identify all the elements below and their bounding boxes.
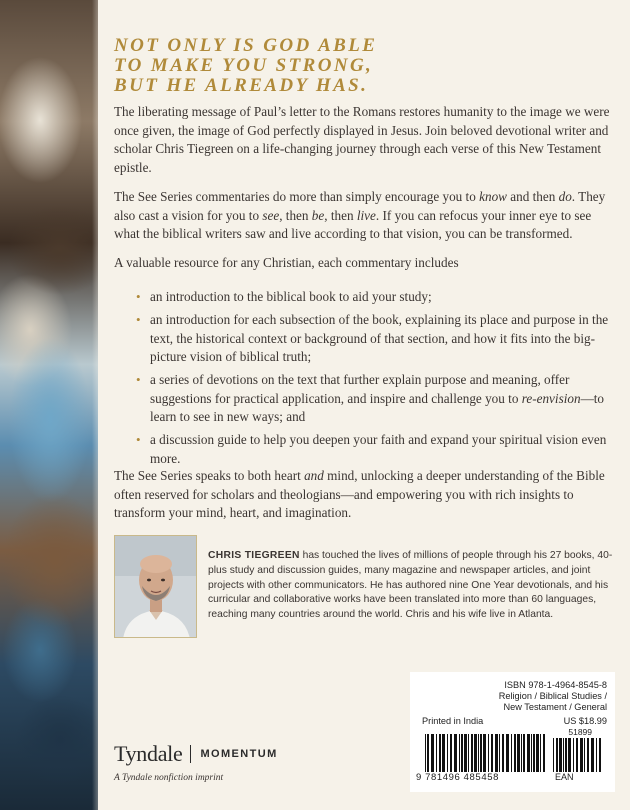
see-series-live: live	[356, 207, 376, 223]
barcode-bar	[502, 734, 504, 772]
price-text: US $18.99	[563, 716, 607, 726]
list-item	[136, 431, 614, 468]
barcode-bar	[511, 734, 512, 772]
see-series-do: do	[558, 189, 572, 204]
barcode-bar	[559, 738, 562, 772]
barcode-bar	[483, 734, 486, 772]
barcode-bar	[536, 734, 539, 772]
bullet-dot-icon: •	[136, 312, 141, 327]
bullet-dot-icon: •	[136, 289, 141, 304]
headline-line-2: TO MAKE YOU STRONG,	[114, 55, 374, 76]
barcode-bar	[543, 734, 545, 772]
barcode-bar	[556, 738, 558, 772]
barcode-panel	[410, 672, 615, 792]
barcode-digits: 9 781496 485458	[416, 772, 499, 783]
barcode-bar	[431, 734, 434, 772]
barcode-bar	[587, 738, 589, 772]
barcode-bar	[599, 738, 601, 772]
publisher-series: MOMENTUM	[200, 748, 278, 760]
barcode-bar	[596, 738, 597, 772]
headline-line-1: NOT ONLY IS GOD ABLE	[114, 35, 378, 56]
barcode-bar	[584, 738, 585, 772]
barcode-bar	[563, 738, 564, 772]
barcode-bar	[568, 738, 571, 772]
cover-art-strip	[0, 0, 98, 810]
barcode-bar	[468, 734, 469, 772]
list-item	[136, 311, 614, 367]
barcode-bar	[499, 734, 500, 772]
intro-paragraph: The liberating message of Paul’s letter to the Romans restores humanity to the image we were once given, the image of God perfectly displayed in Jesus. Join beloved devotional writer and scholar Chris Tiegreen on a life-changing journey through each verse of this New Testament epistle.	[114, 104, 610, 175]
see-series-text-6: . If you can refocus your inner eye to see what the biblical writers saw and live according to that vision, you can be transformed.	[114, 207, 592, 241]
publisher-divider	[190, 745, 191, 763]
bullet-dot-icon: •	[136, 372, 141, 387]
publisher-name: Tyndale	[114, 741, 183, 766]
bullet-emphasis: re-envision	[521, 390, 581, 406]
printed-in-text: Printed in India	[422, 716, 484, 726]
list-item	[136, 288, 614, 307]
closing-and: and	[304, 468, 324, 483]
imprint-line: A Tyndale nonfiction imprint	[114, 773, 224, 783]
barcode-bar	[474, 734, 477, 772]
barcode-bar	[573, 738, 574, 772]
see-series-text-4: , then	[279, 207, 312, 223]
barcode-bar	[580, 738, 583, 772]
barcode-bar	[576, 738, 578, 772]
barcode-bar	[447, 734, 448, 772]
barcode-bar	[461, 734, 463, 772]
barcode-bar	[591, 738, 594, 772]
category-line-1: Religion / Biblical Studies /	[498, 691, 607, 701]
barcode-bar	[540, 734, 541, 772]
bullet-text: an introduction to the biblical book to aid your study;	[150, 289, 432, 304]
barcode-bar	[450, 734, 452, 772]
author-portrait-icon	[115, 536, 197, 638]
see-series-see: see	[262, 207, 280, 223]
barcode-bar	[427, 734, 429, 772]
bullet-text: —to learn to see in new ways; and	[150, 390, 605, 424]
author-name: CHRIS TIEGREEN	[208, 550, 300, 561]
closing-text-1: The See Series speaks to both heart	[114, 468, 305, 483]
price-barcode-icon	[552, 738, 604, 772]
isbn-barcode-icon	[424, 734, 546, 772]
barcode-bar	[478, 734, 479, 772]
barcode-bar	[565, 738, 567, 772]
see-series-know: know	[479, 189, 507, 204]
price-code-text: 51899	[568, 727, 592, 737]
ean-label: EAN	[555, 772, 574, 782]
see-series-text-5: , then	[324, 207, 357, 223]
barcode-bar	[454, 734, 457, 772]
barcode-bar	[523, 734, 525, 772]
see-series-be: be	[311, 207, 325, 223]
barcode-bar	[436, 734, 437, 772]
headline-line-3: BUT HE ALREADY HAS.	[114, 75, 369, 96]
barcode-bar	[425, 734, 426, 772]
barcode-bar	[521, 734, 522, 772]
see-series-text-3: . They also cast a vision for you to	[114, 189, 606, 223]
closing-paragraph	[114, 467, 614, 523]
barcode-bar	[471, 734, 473, 772]
barcode-bar	[442, 734, 445, 772]
barcode-bar	[491, 734, 493, 772]
author-photo	[114, 535, 197, 638]
barcode-bar	[459, 734, 460, 772]
headline	[114, 36, 614, 96]
barcode-bar	[553, 738, 554, 772]
author-bio	[208, 549, 618, 623]
see-series-text-2: and then	[506, 189, 559, 204]
bullet-dot-icon: •	[136, 432, 141, 447]
author-bio-text: has touched the lives of millions of people through his 27 books, 40-plus study and discussion guides, many magazine and newspaper articles, and joint projects with other communicators. He has authored nine One Year devotionals, and his curricular and collaborative works have been translated into more than 60 languages, reaching many countries around the world. Chris and his wife live in Atlanta.	[208, 550, 613, 621]
resource-intro: A valuable resource for any Christian, each commentary includes	[114, 255, 459, 270]
bullet-text: a series of devotions on the text that further explain purpose and meaning, offer suggestions for practical application, and inspire and challenge you to	[150, 372, 570, 406]
barcode-bar	[527, 734, 530, 772]
barcode-bar	[488, 734, 489, 772]
barcode-bar	[480, 734, 482, 772]
barcode-bar	[514, 734, 516, 772]
barcode-bar	[439, 734, 441, 772]
see-series-text-1: The See Series commentaries do more than simply encourage you to	[114, 189, 480, 204]
barcode-bar	[464, 734, 467, 772]
see-series-paragraph	[114, 188, 614, 244]
closing-text-2: mind, unlocking a deeper understanding of the Bible often reserved for scholars and theologians—and empowering you with rich insights to transform your mind, heart, and imagination.	[114, 468, 605, 520]
barcode-bar	[531, 734, 532, 772]
barcode-bar	[517, 734, 520, 772]
list-item	[136, 371, 614, 427]
bullet-text: a discussion guide to help you deepen your faith and expand your spiritual vision even more.	[150, 432, 607, 466]
barcode-bar	[533, 734, 535, 772]
barcode-bar	[506, 734, 509, 772]
barcode-bar	[495, 734, 498, 772]
category-line-2: New Testament / General	[503, 702, 607, 712]
publisher-logo	[114, 741, 278, 767]
bullet-text: an introduction for each subsection of the book, explaining its place and purpose in the text, the historical context or background of that section, and how it fits into the big-picture vision of biblical truth;	[150, 312, 609, 364]
isbn-text: ISBN 978-1-4964-8545-8	[504, 680, 607, 690]
